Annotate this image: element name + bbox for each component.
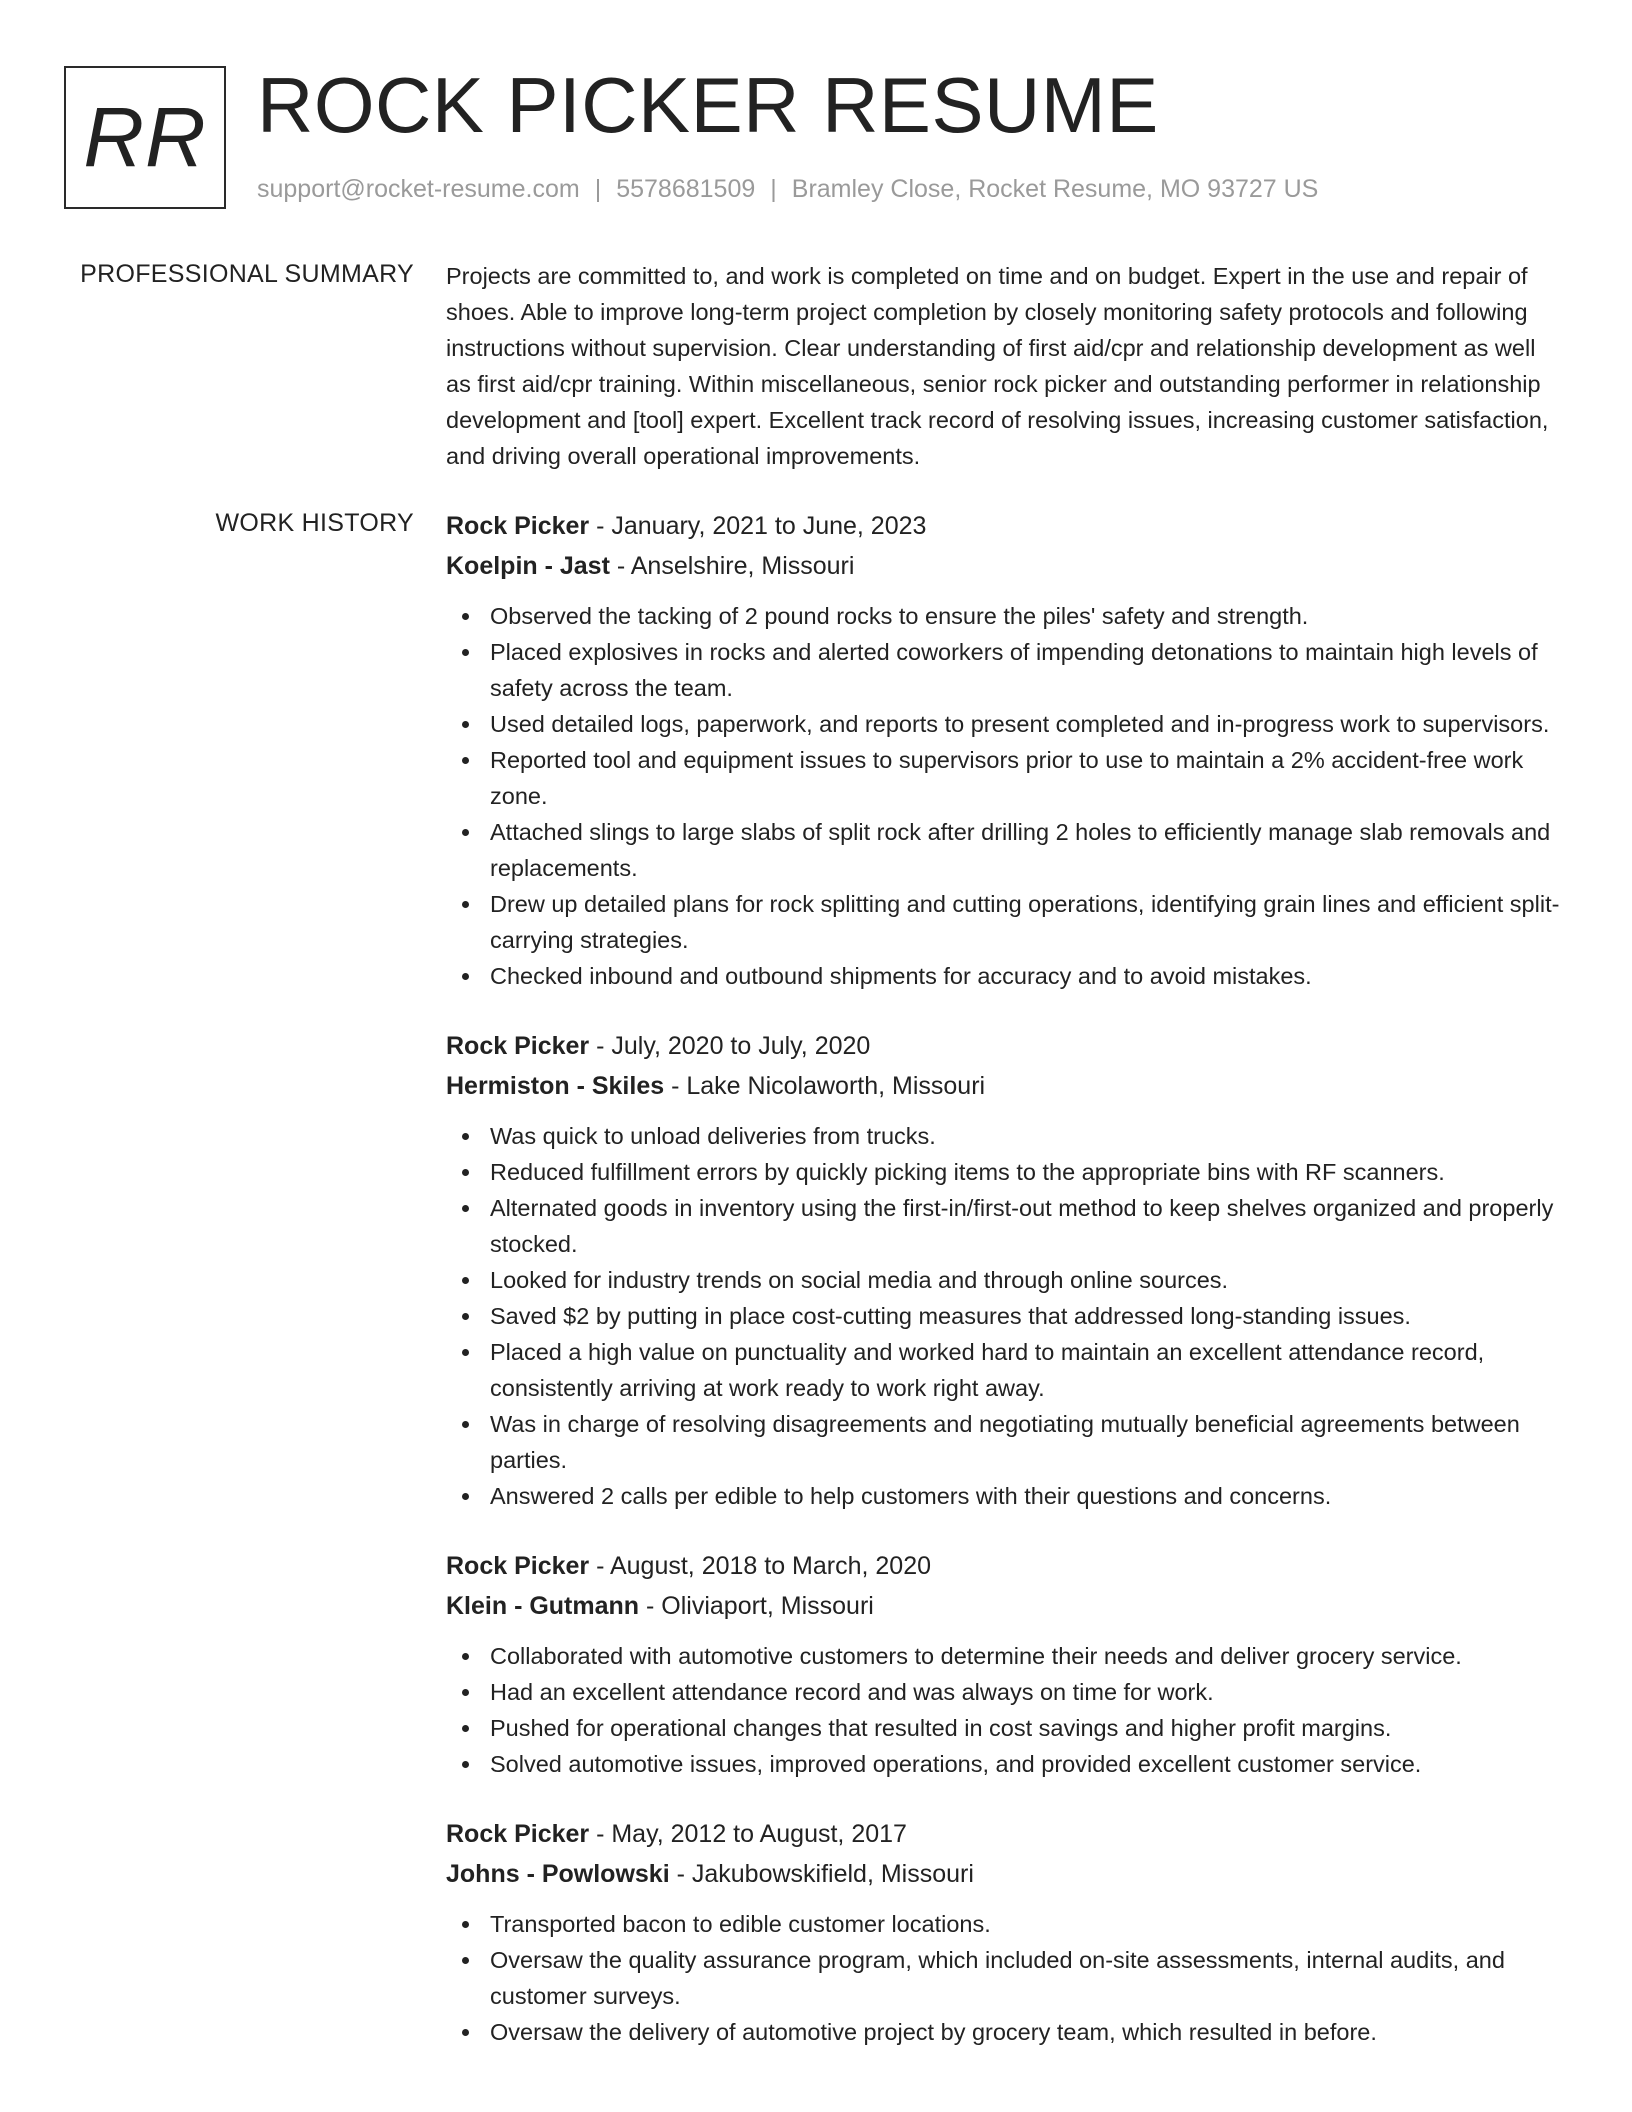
job-company-line	[446, 1586, 1566, 1626]
job-bullet: Looked for industry trends on social media and through online sources.	[446, 1262, 1566, 1298]
job-bullet: Alternated goods in inventory using the first-in/first-out method to keep shelves organized and properly stocked.	[446, 1190, 1566, 1262]
job-title: Rock Picker	[446, 1552, 590, 1580]
job-bullet: Reported tool and equipment issues to supervisors prior to use to maintain a 2% accident-free work zone.	[446, 742, 1566, 814]
job-title-line	[446, 506, 1566, 546]
job-bullet: Attached slings to large slabs of split rock after drilling 2 holes to efficiently manage slab removals and replacements.	[446, 814, 1566, 886]
job-bullet: Pushed for operational changes that resulted in cost savings and higher profit margins.	[446, 1710, 1566, 1746]
contact-email[interactable]: support@rocket-resume.com	[257, 175, 580, 203]
job-location: - Jakubowskifield, Missouri	[669, 1860, 974, 1888]
contact-phone[interactable]: 5578681509	[616, 175, 756, 203]
job-entry	[446, 1546, 1566, 1782]
job-entry	[446, 1026, 1566, 1514]
job-company-line	[446, 546, 1566, 586]
job-location: - Oliviaport, Missouri	[639, 1592, 874, 1620]
job-bullet: Used detailed logs, paperwork, and reports to present completed and in-progress work to supervisors.	[446, 706, 1566, 742]
contact-separator: |	[594, 175, 602, 203]
job-bullet-list	[446, 1906, 1566, 2050]
section-heading-work-history: WORK HISTORY	[215, 509, 414, 537]
job-title-line	[446, 1026, 1566, 1066]
job-dates: - August, 2018 to March, 2020	[589, 1552, 932, 1580]
job-list	[446, 506, 1566, 2082]
job-bullet-list	[446, 1118, 1566, 1514]
job-title-line	[446, 1814, 1566, 1854]
job-bullet: Oversaw the delivery of automotive project by grocery team, which resulted in before.	[446, 2014, 1566, 2050]
job-title: Rock Picker	[446, 512, 590, 540]
job-company-line	[446, 1854, 1566, 1894]
job-company-line	[446, 1066, 1566, 1106]
job-company: Hermiston - Skiles	[446, 1072, 665, 1100]
job-dates: - May, 2012 to August, 2017	[589, 1820, 907, 1848]
contact-address: Bramley Close, Rocket Resume, MO 93727 US	[791, 175, 1319, 203]
job-dates: - July, 2020 to July, 2020	[589, 1032, 871, 1060]
job-title: Rock Picker	[446, 1032, 590, 1060]
job-company: Klein - Gutmann	[446, 1592, 640, 1620]
job-bullet: Saved $2 by putting in place cost-cutting measures that addressed long-standing issues.	[446, 1298, 1566, 1334]
contact-line	[257, 175, 1318, 204]
job-bullet: Collaborated with automotive customers to determine their needs and deliver grocery service.	[446, 1638, 1566, 1674]
summary-body	[446, 258, 1566, 474]
job-entry	[446, 1814, 1566, 2050]
contact-separator: |	[770, 175, 777, 203]
job-bullet: Placed a high value on punctuality and worked hard to maintain an excellent attendance record, consistently arriving at work ready to work right away.	[446, 1334, 1566, 1406]
summary-text: Projects are committed to, and work is completed on time and on budget. Expert in the use and repair of shoes. Able to improve long-term project completion by closely monitoring safety protocols and following instructions without supervision. Clear understanding of first aid/cpr and relationship development as well as first aid/cpr training. Within miscellaneous, senior rock picker and outstanding performer in relationship development and [tool] expert. Excellent track record of resolving issues, increasing customer satisfaction, and driving overall operational improvements.	[446, 263, 1549, 469]
job-bullet: Observed the tacking of 2 pound rocks to ensure the piles' safety and strength.	[446, 598, 1566, 634]
job-bullet: Answered 2 calls per edible to help customers with their questions and concerns.	[446, 1478, 1566, 1514]
resume-title: ROCK PICKER RESUME	[257, 61, 1159, 149]
job-bullet: Oversaw the quality assurance program, which included on-site assessments, internal audits, and customer surveys.	[446, 1942, 1566, 2014]
job-bullet: Checked inbound and outbound shipments for accuracy and to avoid mistakes.	[446, 958, 1566, 994]
job-entry	[446, 506, 1566, 994]
job-location: - Lake Nicolaworth, Missouri	[664, 1072, 986, 1100]
job-company: Koelpin - Jast	[446, 552, 610, 580]
job-bullet: Drew up detailed plans for rock splitting and cutting operations, identifying grain lines and efficient split-carrying strategies.	[446, 886, 1566, 958]
job-location: - Anselshire, Missouri	[609, 552, 855, 580]
job-bullet: Had an excellent attendance record and was always on time for work.	[446, 1674, 1566, 1710]
job-company: Johns - Powlowski	[446, 1860, 670, 1888]
job-bullet: Was quick to unload deliveries from trucks.	[446, 1118, 1566, 1154]
job-bullet: Solved automotive issues, improved operations, and provided excellent customer service.	[446, 1746, 1566, 1782]
job-bullet: Transported bacon to edible customer locations.	[446, 1906, 1566, 1942]
section-heading-summary: PROFESSIONAL SUMMARY	[80, 260, 414, 288]
monogram-logo: RR	[64, 66, 226, 209]
job-title: Rock Picker	[446, 1820, 590, 1848]
job-bullet-list	[446, 1638, 1566, 1782]
job-bullet: Was in charge of resolving disagreements and negotiating mutually beneficial agreements between parties.	[446, 1406, 1566, 1478]
job-bullet: Reduced fulfillment errors by quickly picking items to the appropriate bins with RF scanners.	[446, 1154, 1566, 1190]
job-dates: - January, 2021 to June, 2023	[589, 512, 927, 540]
job-bullet: Placed explosives in rocks and alerted coworkers of impending detonations to maintain high levels of safety across the team.	[446, 634, 1566, 706]
job-title-line	[446, 1546, 1566, 1586]
job-bullet-list	[446, 598, 1566, 994]
